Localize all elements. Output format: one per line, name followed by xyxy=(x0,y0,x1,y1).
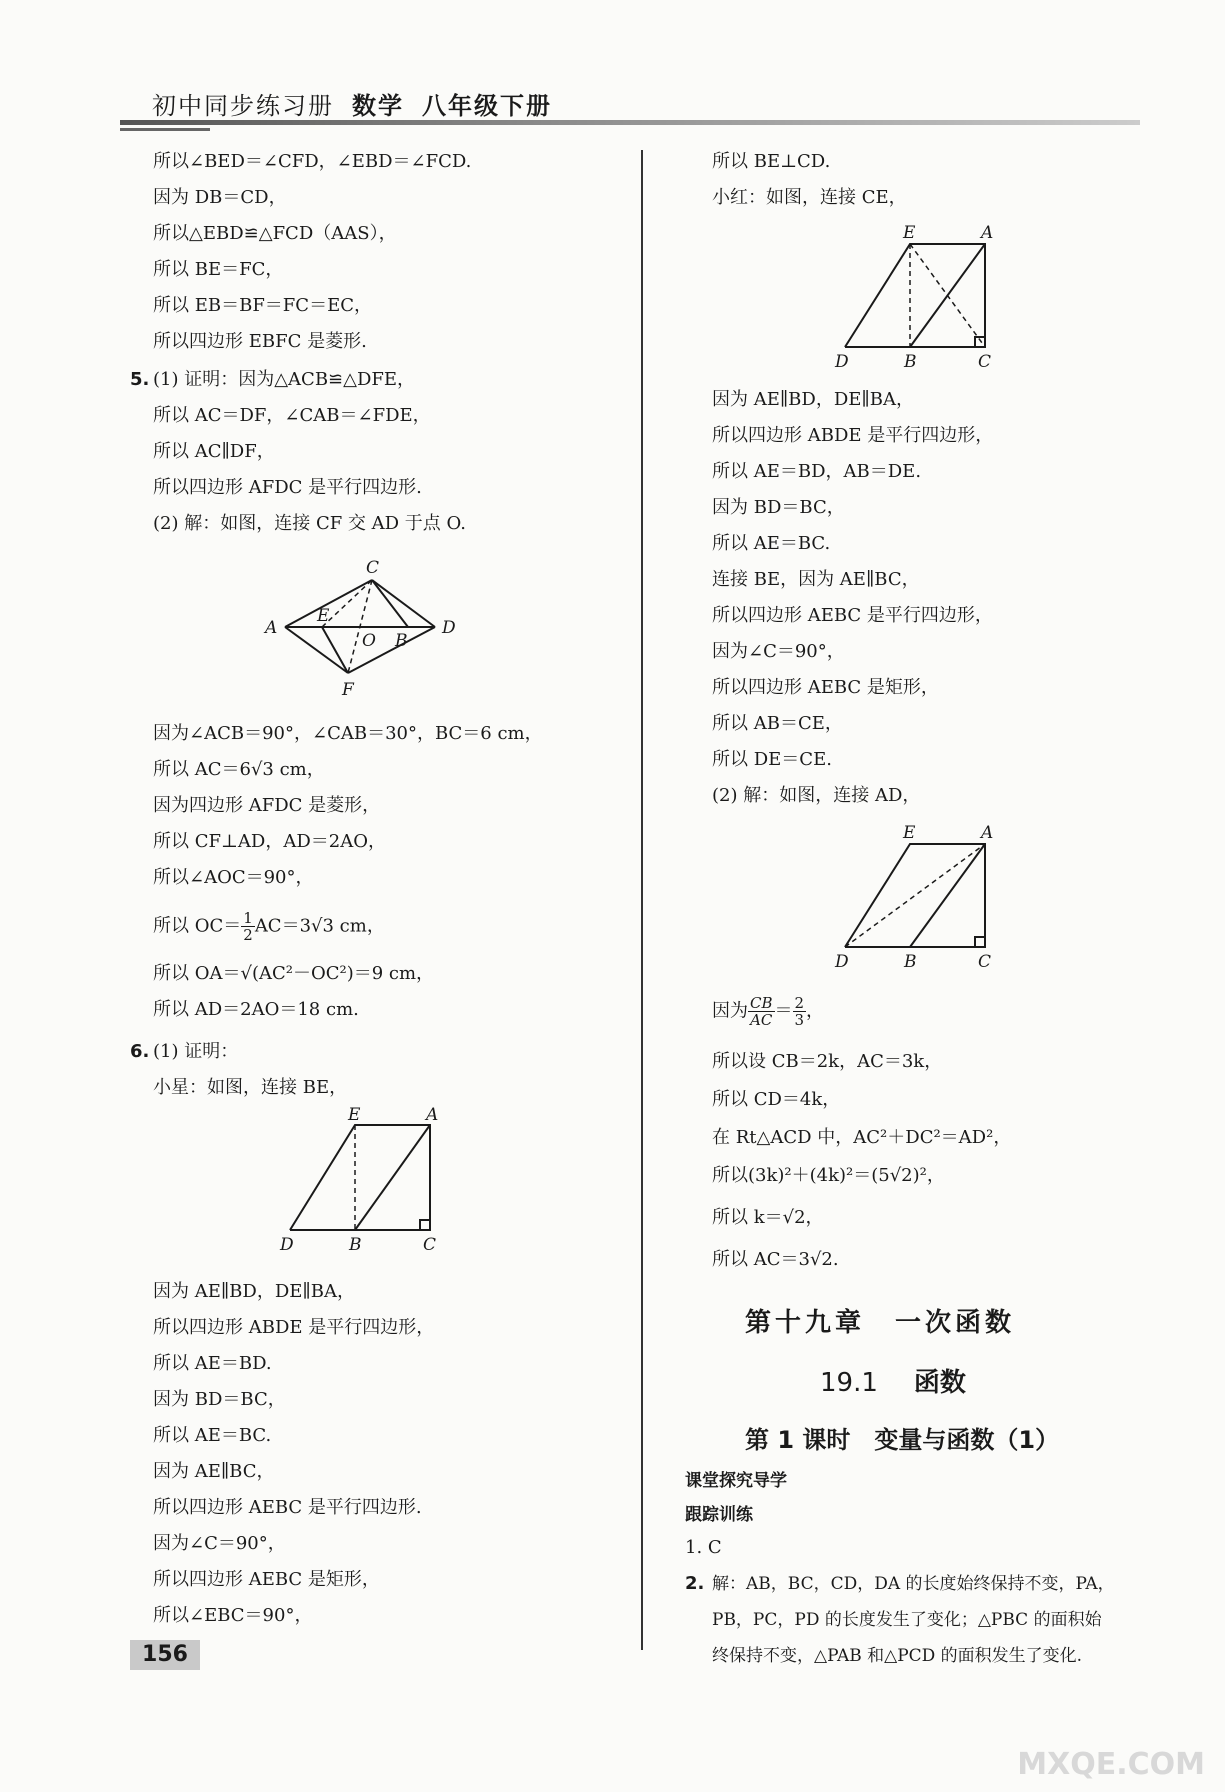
text-line: 连接 BE，因为 AE∥BC， xyxy=(712,569,920,590)
text-line: 所以四边形 AEBC 是平行四边形， xyxy=(712,605,993,626)
text-line: 因为 BD＝BC， xyxy=(712,497,845,518)
rhombus-figure xyxy=(260,555,460,705)
text-line: 所以△EBD≌△FCD（AAS）， xyxy=(153,223,397,244)
text-line: 所以 CF⊥AD，AD＝2AO， xyxy=(153,831,386,852)
text-line: 所以 AE＝BC. xyxy=(712,533,831,554)
grade: 八年级下册 xyxy=(422,92,552,120)
label-B: B xyxy=(904,952,917,972)
text-line: 所以 CD＝4k， xyxy=(712,1089,841,1110)
label-D: D xyxy=(280,1235,294,1255)
fraction: $\frac{1}{2}$ xyxy=(243,909,253,944)
text-line: 在 Rt△ACD 中，AC²＋DC²＝AD²， xyxy=(712,1127,1012,1148)
text-line: 终保持不变，△PAB 和△PCD 的面积发生了变化. xyxy=(712,1646,1083,1666)
text-line: 所以 AC＝DF，∠CAB＝∠FDE， xyxy=(153,405,431,426)
text-line: 小红：如图，连接 CE， xyxy=(712,187,907,208)
text-line: (2) 解：如图，连接 AD， xyxy=(712,785,921,806)
lesson-heading: 第 1 课时 变量与函数（1） xyxy=(745,1426,1060,1454)
text-line: 因为 BD＝BC， xyxy=(153,1389,286,1410)
text-line-fraction: 所以 OC＝ $\frac{1}{2}$ AC＝3√3 cm， xyxy=(153,909,385,944)
subsection-label: 跟踪训练 xyxy=(685,1505,753,1525)
text-line: 因为 AE∥BC， xyxy=(153,1461,275,1482)
text-line: 因为∠ACB＝90°，∠CAB＝30°，BC＝6 cm， xyxy=(153,723,543,744)
label-A: A xyxy=(981,223,994,243)
text-line: 所以四边形 AEBC 是平行四边形. xyxy=(153,1497,422,1518)
fraction: $\frac{CB}{AC}$ xyxy=(750,994,773,1029)
page-header xyxy=(120,86,1140,136)
label-E: E xyxy=(317,606,330,626)
text-line: 所以∠AOC＝90°， xyxy=(153,867,314,888)
text-line: 所以∠EBC＝90°， xyxy=(153,1605,313,1626)
label-D: D xyxy=(835,352,849,372)
text-line: PB，PC，PD 的长度发生了变化；△PBC 的面积始 xyxy=(712,1610,1102,1630)
label-B: B xyxy=(904,352,917,372)
fraction: $\frac{2}{3}$ xyxy=(794,994,805,1029)
text-line: 所以 AB＝CE， xyxy=(712,713,843,734)
label-C: C xyxy=(978,952,992,972)
text-line: 所以 DE＝CE. xyxy=(712,749,832,770)
text-line: 解：AB，BC，CD，DA 的长度始终保持不变，PA， xyxy=(712,1574,1115,1594)
text-line: 所以四边形 ABDE 是平行四边形， xyxy=(712,425,994,446)
text-line: 所以 AC＝3√2. xyxy=(712,1249,839,1270)
text-line: 所以 AE＝BC. xyxy=(153,1425,272,1446)
subsection-label: 课堂探究导学 xyxy=(685,1471,787,1491)
parallelogram-figure-2 xyxy=(835,222,1010,372)
text-line: (2) 解：如图，连接 CF 交 AD 于点 O. xyxy=(153,513,466,534)
text-line: 所以 EB＝BF＝FC＝EC， xyxy=(153,295,372,316)
text-line: 所以(3k)²＋(4k)²＝(5√2)²， xyxy=(712,1165,945,1186)
text-line: 小星：如图，连接 BE， xyxy=(153,1077,348,1098)
header-rule-accent xyxy=(120,128,210,131)
header-title xyxy=(152,86,552,121)
text-line: 所以四边形 AEBC 是矩形， xyxy=(153,1569,380,1590)
label-O: O xyxy=(362,631,376,651)
text-line: 因为 AE∥BD，DE∥BA， xyxy=(153,1281,355,1302)
label-C: C xyxy=(423,1235,437,1255)
label-C: C xyxy=(366,558,380,578)
text-line: 因为 DB＝CD， xyxy=(153,187,287,208)
text-line: 因为四边形 AFDC 是菱形， xyxy=(153,795,381,816)
text-line: 所以∠BED＝∠CFD，∠EBD＝∠FCD. xyxy=(153,151,472,172)
chapter-heading: 第十九章 一次函数 xyxy=(745,1308,1016,1338)
label-E: E xyxy=(348,1105,361,1125)
parallelogram-figure-1 xyxy=(280,1105,450,1260)
label-D: D xyxy=(442,618,456,638)
label-D: D xyxy=(835,952,849,972)
text-line: 所以 AD＝2AO＝18 cm. xyxy=(153,999,359,1020)
text-line: 所以 BE＝FC， xyxy=(153,259,284,280)
text-line: 因为 AE∥BD，DE∥BA， xyxy=(712,389,914,410)
label-B: B xyxy=(395,631,408,651)
question-number: 6. xyxy=(130,1041,150,1062)
text-line: 因为∠C＝90°， xyxy=(712,641,845,662)
question-number: 5. xyxy=(130,369,150,390)
text-line-fraction: 因为 $\frac{CB}{AC}$ ＝ $\frac{2}{3}$ ， xyxy=(712,994,825,1029)
parallelogram-figure-3 xyxy=(835,822,1010,972)
question-number: 2. xyxy=(685,1573,705,1594)
book-title: 初中同步练习册 xyxy=(152,92,334,120)
subject: 数学 xyxy=(352,92,404,120)
text-line: 所以 k＝√2， xyxy=(712,1207,824,1228)
text-line: 所以 AE＝BD. xyxy=(153,1353,272,1374)
column-divider xyxy=(641,150,643,1650)
text-line: 所以四边形 AFDC 是平行四边形. xyxy=(153,477,422,498)
label-A: A xyxy=(426,1105,439,1125)
text-line: 所以 AC∥DF， xyxy=(153,441,275,462)
label-E: E xyxy=(903,223,916,243)
text-line: (1) 证明： xyxy=(153,1041,239,1062)
label-E: E xyxy=(903,823,916,843)
text-line: 所以 AE＝BD，AB＝DE. xyxy=(712,461,922,482)
text-line: 所以 OA＝√(AC²－OC²)＝9 cm， xyxy=(153,963,435,984)
text-line: 因为∠C＝90°， xyxy=(153,1533,286,1554)
label-A: A xyxy=(265,618,278,638)
text-line: (1) 证明：因为△ACB≌△DFE， xyxy=(153,369,416,390)
text-line: 所以四边形 AEBC 是矩形， xyxy=(712,677,939,698)
label-A: A xyxy=(981,823,994,843)
label-B: B xyxy=(349,1235,362,1255)
text-line: 所以 BE⊥CD. xyxy=(712,151,831,172)
text-line: 所以 AC＝6√3 cm， xyxy=(153,759,325,780)
label-F: F xyxy=(342,680,354,700)
label-C: C xyxy=(978,352,992,372)
section-heading: 19.1 函数 xyxy=(820,1368,966,1398)
text-line: 所以四边形 ABDE 是平行四边形， xyxy=(153,1317,435,1338)
answer-line: 1. C xyxy=(685,1537,722,1558)
text-line: 所以四边形 EBFC 是菱形. xyxy=(153,331,367,352)
text-line: 所以设 CB＝2k，AC＝3k， xyxy=(712,1051,943,1072)
watermark: MXQE.COM xyxy=(1017,1747,1205,1782)
page-number: 156 xyxy=(130,1640,200,1670)
